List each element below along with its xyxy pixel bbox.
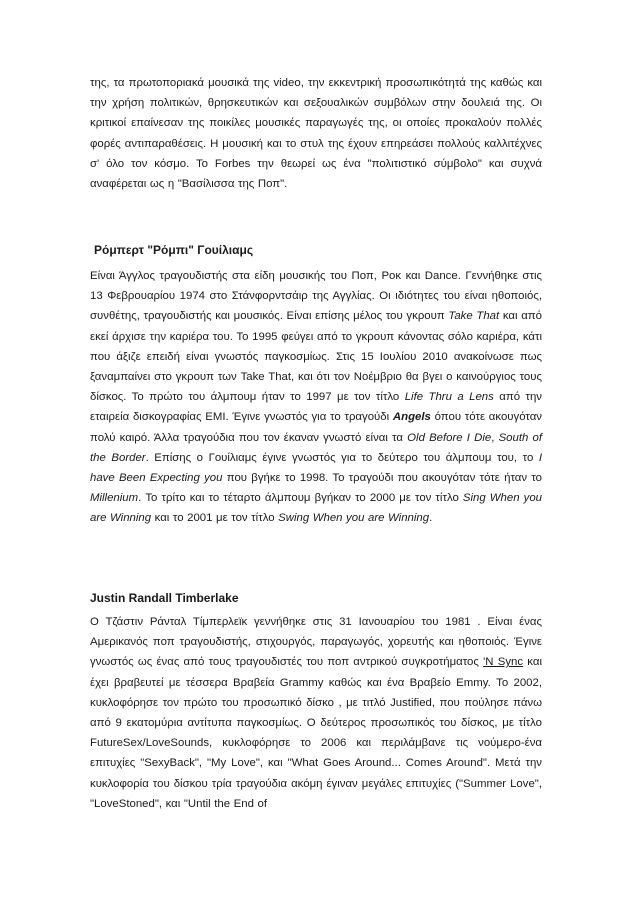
text-run: . Επίσης ο Γουίλιαμς έγινε γνωστός για το δεύτερο του άλμπουμ του, το — [145, 451, 539, 464]
text-run: . — [429, 512, 433, 525]
text-run: και το 2001 με τον τίτλο — [151, 512, 279, 525]
album-i-have-been-expecting-you: I have Been Expecting you — [90, 451, 542, 485]
text-run: όπου τότε ακουγόταν πολύ καιρό. Άλλα τραγούδια που τον έκαναν γνωστό είναι τα — [90, 411, 542, 444]
robbie-williams-heading: Ρόμπερτ "Ρόμπι" Γουίλιαμς — [94, 243, 254, 257]
text-run: και από εκεί άρχισε την καριέρα του. Το 1995 φεύγει από το γκρουπ κάνοντας σόλο καριέρα, κάτι που άξιζε επειδή είναι γνωστός παγκοσμίως. Στις 15 Ιουλίου 2010 ανακοίνωσε πως ξαναμπαίνει στο γκρουπ των Take That, και ότι τον Νοέμβριο θα βγει ο καινούργιος τους δίσκος. Το πρώτο του άλμπουμ ήταν το 1997 με τον τίτλο — [90, 310, 542, 404]
song-angels: Angels — [392, 411, 431, 424]
justin-timberlake-paragraph — [90, 612, 542, 814]
album-life-thru-a-lens: Life Thru a Lens — [404, 391, 494, 404]
text-run: που βγήκε το 1998. Το τραγούδι που ακουγόταν τότε ήταν το — [222, 472, 542, 485]
text-run: . Το τρίτο και το τέταρτο άλμπουμ βγήκαν το 2000 με τον τίτλο — [138, 492, 463, 505]
song-millenium: Millenium — [90, 492, 139, 505]
justin-timberlake-heading: Justin Randall Timberlake — [90, 591, 239, 605]
song-old-before-i-die: Old Before I Die — [407, 431, 492, 444]
album-swing-when-you-are-winning: Swing When you are Winning — [278, 512, 430, 525]
text-run: Είναι Άγγλος τραγουδιστής στα είδη μουσικής του Ποπ, Ροκ και Dance. Γεννήθηκε στις 13 Φεβρουαρίου 1974 στο Στάνφορντσάιρ της Αγγλίας. Οι ιδιότητες του είναι ηθοποιός, συνθέτης, τραγουδιστής και μουσικός. Είναι επίσης μέλος του γκρουπ — [90, 270, 542, 323]
nsync-link[interactable]: 'N Sync — [483, 656, 524, 669]
text-run: και έχει βραβευτεί με τέσσερα Βραβεία Grammy καθώς και ένα Βραβείο Emmy. Το 2002, κυκλοφόρησε τον πρώτο του προσωπικό δίσκο , με τιτλό Justified, που πούλησε πάνω από 9 εκατομύρια αντίτυπα παγκοσμίως. Ο δεύτερος προσωπικός του δίσκος, με τίτλο FutureSex/LoveSounds, κυκλοφόρησε το 2006 και περιλάμβανε τις νούμερο-ένα επιτυχίες "SexyBack", "My Love", και "What Goes Around... Comes Around". Μετά την κυκλοφορία του δίσκου τρία τραγούδια ακόμη έγιναν μεγάλες επιτυχίες ("Summer Love", "LoveStoned", και "Until the End of — [90, 656, 542, 810]
song-south-of-the-border: South of the Border — [90, 431, 542, 464]
text-run: Ο Τζάστιν Ράνταλ Τίμπερλεϊκ γεννήθηκε στις 31 Ιανουαρίου του 1981 . Είναι ένας Αμερικανός ποπ τραγουδιστής, στιχουργός, παραγωγός, χορευτής και ηθοποιός. Έγινε γνωστός ως ένας από τους τραγουδιστές του ποπ αντρικού συγκροτήματος — [90, 616, 542, 669]
text-run: από την εταιρεία δισκογραφίας EMI. Έγινε γνωστός για το τραγούδι — [90, 391, 542, 424]
robbie-williams-paragraph — [90, 266, 542, 529]
text-run: , — [491, 431, 499, 444]
take-that-italic: Take That — [448, 310, 500, 323]
intro-paragraph: της, τα πρωτοποριακά μουσικά της video, την εκκεντρική προσωπικότητά της καθώς και την χρήση πολιτικών, θρησκευτικών και σεξουαλικών συμβόλων στην δουλειά της. Οι κριτικοί επαίνεσαν της ποικίλες μουσικές παραγωγές της, οι οποίες προκαλούν πολλές φορές αντιπαραθέσεις. Η μουσική και το στυλ της έχουν επηρεάσει πολλούς καλλιτέχνες σ' όλο τον κόσμο. Το Forbes την θεωρεί ως ένα "πολιτιστικό σύμβολο" και συχνά αναφέρεται ως η "Βασίλισσα της Ποπ". — [90, 77, 542, 191]
album-sing-when-you-are-winning: Sing When you are Winning — [90, 492, 542, 525]
